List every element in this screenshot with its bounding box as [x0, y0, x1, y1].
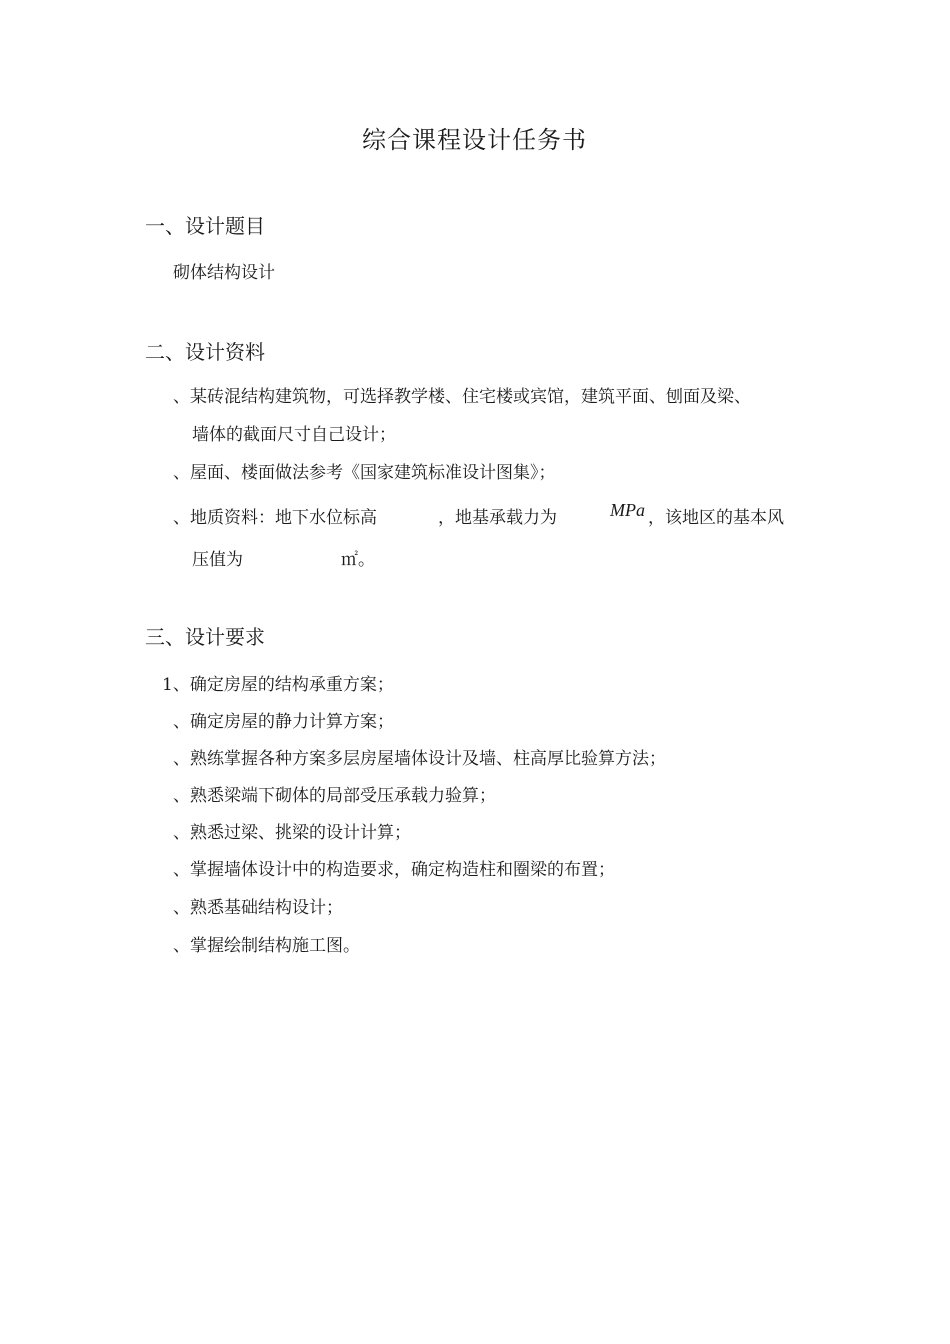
section-heading-topic: 一、设计题目 — [145, 214, 265, 238]
requirement-item: 、熟练掌握各种方案多层房屋墙体设计及墙、柱高厚比验算方法； — [173, 749, 666, 769]
requirement-item: 1、确定房屋的结构承重方案； — [162, 675, 394, 695]
materials-item-1-line-2: 墙体的截面尺寸自己设计； — [192, 425, 396, 445]
requirement-item: 、确定房屋的静力计算方案； — [173, 712, 394, 732]
materials-item-3-line-2-b: ㎡。 — [341, 550, 375, 570]
materials-item-3-part-2: ，地基承载力为 — [438, 508, 557, 528]
section-heading-requirements: 三、设计要求 — [145, 625, 265, 649]
pressure-unit-mpa: MPa — [610, 500, 645, 520]
design-topic-text: 砌体结构设计 — [173, 263, 275, 283]
requirement-item: 、掌握绘制结构施工图。 — [173, 936, 360, 956]
requirement-item: 、熟悉过梁、挑梁的设计计算； — [173, 823, 411, 843]
materials-item-3-part-3: ，该地区的基本风 — [648, 508, 784, 528]
materials-item-1-line-1: 、某砖混结构建筑物，可选择教学楼、住宅楼或宾馆，建筑平面、刨面及梁、 — [173, 387, 751, 407]
requirement-item: 、熟悉基础结构设计； — [173, 898, 343, 918]
section-heading-materials: 二、设计资料 — [145, 340, 265, 364]
requirement-item: 、掌握墙体设计中的构造要求，确定构造柱和圈梁的布置； — [173, 860, 615, 880]
materials-item-3-line-2-a: 压值为 — [192, 550, 243, 570]
materials-item-2: 、屋面、楼面做法参考《国家建筑标准设计图集》； — [173, 463, 556, 483]
materials-item-3-part-1: 、地质资料：地下水位标高 — [173, 508, 377, 528]
requirement-item: 、熟悉梁端下砌体的局部受压承载力验算； — [173, 786, 496, 806]
page-title: 综合课程设计任务书 — [362, 126, 587, 154]
